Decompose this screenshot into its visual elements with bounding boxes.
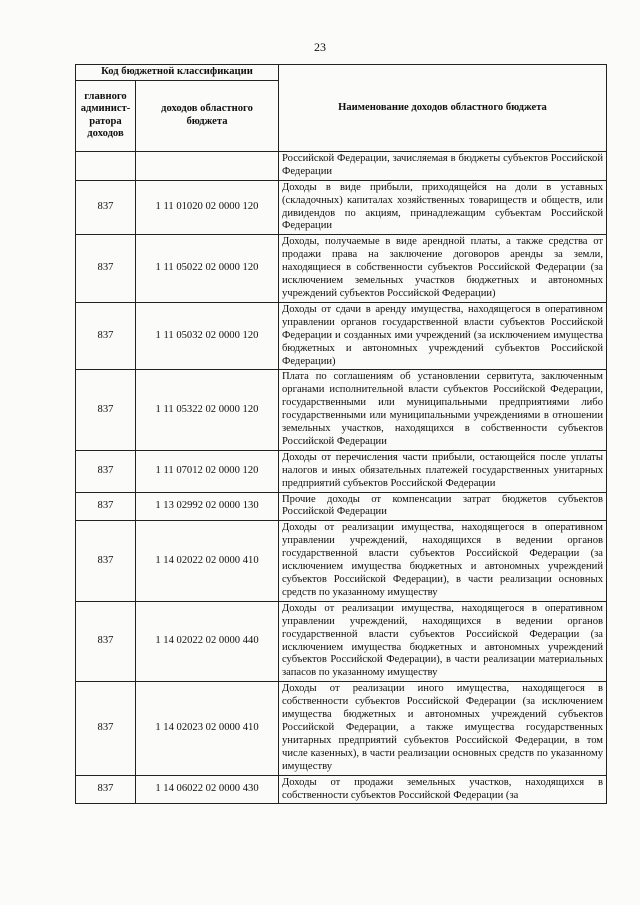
administrator-code-cell: 837 <box>76 775 136 804</box>
income-code-cell: 1 14 02023 02 0000 410 <box>136 682 279 775</box>
income-code-cell: 1 11 05022 02 0000 120 <box>136 235 279 303</box>
table-row <box>76 775 607 804</box>
income-name-cell: Доходы от продажи земельных участков, находящихся в собственности субъектов Российской Федерации (за <box>279 775 607 804</box>
table-row <box>76 370 607 450</box>
page-number: 23 <box>314 40 326 54</box>
administrator-code-cell: 837 <box>76 180 136 235</box>
income-name-cell: Доходы от реализации иного имущества, находящегося в собственности субъектов Российской Федерации (за исключением имущества бюджетных и автономных учреждений субъектов Российской Федерации, а также имущества государственных унитарных предприятий субъектов Российской Федерации, в том числе казенных), в части реализации основных средств по указанному имуществу <box>279 682 607 775</box>
income-code-cell <box>136 151 279 180</box>
table-row <box>76 180 607 235</box>
administrator-code-cell: 837 <box>76 601 136 681</box>
budget-classification-table <box>75 64 607 804</box>
administrator-code-cell: 837 <box>76 492 136 521</box>
income-code-cell: 1 13 02992 02 0000 130 <box>136 492 279 521</box>
income-name-cell: Доходы от перечисления части прибыли, остающейся после уплаты налогов и иных обязательных платежей государственных унитарных предприятий субъектов Российской Федерации <box>279 450 607 492</box>
table-row <box>76 601 607 681</box>
administrator-code-cell: 837 <box>76 370 136 450</box>
income-code-cell: 1 11 01020 02 0000 120 <box>136 180 279 235</box>
table-row <box>76 450 607 492</box>
table-row <box>76 492 607 521</box>
table-row <box>76 521 607 601</box>
income-code-cell: 1 11 07012 02 0000 120 <box>136 450 279 492</box>
income-name-cell: Доходы, получаемые в виде арендной платы, а также средства от продажи права на заключение договоров аренды за земли, находящиеся в собственности субъектов Российской Федерации (за исключением земельных участков бюджетных и автономных учреждений субъектов Российской Федерации) <box>279 235 607 303</box>
administrator-code-cell: 837 <box>76 450 136 492</box>
administrator-code-cell: 837 <box>76 302 136 370</box>
income-name-cell: Российской Федерации, зачисляемая в бюджеты субъектов Российской Федерации <box>279 151 607 180</box>
table-body <box>76 151 607 804</box>
income-name-cell: Плата по соглашениям об установлении сервитута, заключенным органами исполнительной власти субъектов Российской Федерации, государственными или муниципальными предприятиями либо государственными или муниципальными учреждениями в отношении земельных участков, находящихся в собственности субъектов Российской Федерации <box>279 370 607 450</box>
header-row-group <box>76 65 607 81</box>
income-code-cell: 1 14 02022 02 0000 440 <box>136 601 279 681</box>
income-name-cell: Доходы от реализации имущества, находящегося в оперативном управлении учреждений, находящихся в ведении органов государственной власти субъектов Российской Федерации (за исключением имущества бюджетных и автономных учреждений субъектов Российской Федерации), в части реализации материальных запасов по указанному имуществу <box>279 601 607 681</box>
administrator-code-cell <box>76 151 136 180</box>
table-row <box>76 235 607 303</box>
header-name: Наименование доходов областного бюджета <box>279 65 607 152</box>
income-name-cell: Доходы в виде прибыли, приходящейся на доли в уставных (складочных) капиталах хозяйственных товариществ и обществ, или дивидендов по акциям, принадлежащим субъектам Российской Федерации <box>279 180 607 235</box>
income-code-cell: 1 11 05032 02 0000 120 <box>136 302 279 370</box>
income-name-cell: Доходы от реализации имущества, находящегося в оперативном управлении учреждений, находящихся в ведении органов государственной власти субъектов Российской Федерации (за исключением имущества бюджетных и автономных учреждений субъектов Российской Федерации), в части реализации основных средств по указанному имуществу <box>279 521 607 601</box>
header-budget-classification-code: Код бюджетной классификации <box>76 65 279 81</box>
administrator-code-cell: 837 <box>76 521 136 601</box>
income-name-cell: Доходы от сдачи в аренду имущества, находящегося в оперативном управлении органов государственной власти субъектов Российской Федерации и созданных ими учреждений (за исключением имущества бюджетных и автономных учреждений субъектов Российской Федерации) <box>279 302 607 370</box>
table-row <box>76 302 607 370</box>
income-name-cell: Прочие доходы от компенсации затрат бюджетов субъектов Российской Федерации <box>279 492 607 521</box>
table-header <box>76 65 607 152</box>
administrator-code-cell: 837 <box>76 682 136 775</box>
administrator-code-cell: 837 <box>76 235 136 303</box>
income-code-cell: 1 14 06022 02 0000 430 <box>136 775 279 804</box>
header-main-administrator: главного админист-ратора доходов <box>76 80 136 151</box>
income-code-cell: 1 14 02022 02 0000 410 <box>136 521 279 601</box>
header-regional-budget-income: доходов областного бюджета <box>136 80 279 151</box>
table-row <box>76 682 607 775</box>
income-code-cell: 1 11 05322 02 0000 120 <box>136 370 279 450</box>
table-row <box>76 151 607 180</box>
